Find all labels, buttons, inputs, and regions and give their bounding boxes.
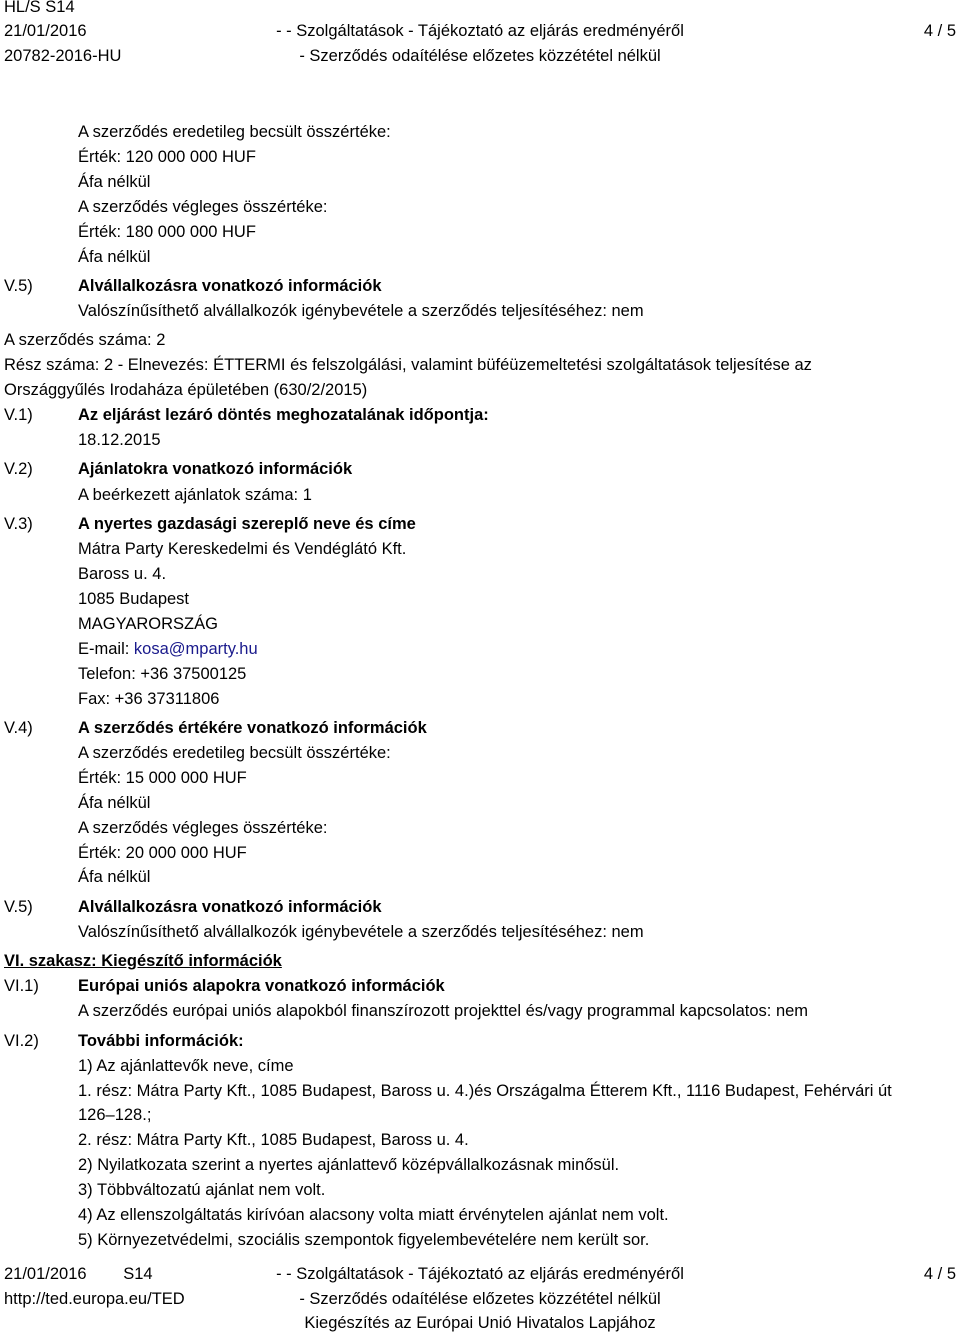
section-heading: Alvállalkozásra vonatkozó információk [78,277,382,295]
additional-info-line: 126–128.; [78,1106,152,1124]
winner-name: Mátra Party Kereskedelmi és Vendéglátó Kft. [78,540,407,558]
eu-funds-text: A szerződés európai uniós alapokból finanszírozott projekttel és/vagy programmal kapcsolatos: nem [78,1002,809,1020]
section-number: V.2) [4,460,33,478]
estimated-value: Érték: 120 000 000 HUF [78,148,256,166]
final-value: Érték: 20 000 000 HUF [78,844,247,862]
footer-date: 21/01/2016 S14 [4,1265,153,1283]
header-date: 21/01/2016 [4,22,87,40]
section-number: VI.1) [4,977,39,995]
additional-info-line: 1. rész: Mátra Party Kft., 1085 Budapest, Baross u. 4.)és Országalma Étterem Kft., 1116 Budapest, Fehérvári út [78,1082,892,1100]
estimated-value-label: A szerződés eredetileg becsült összértéke: [78,123,391,141]
section-number: V.5) [4,277,33,295]
section-heading: Európai uniós alapokra vonatkozó információk [78,977,445,995]
vat-note: Áfa nélkül [78,248,151,266]
section-vi-title: VI. szakasz: Kiegészítő információk [4,952,282,970]
header-page-number: 4 / 5 [923,22,956,40]
lot-title-line2: Országgyűlés Irodaháza épületében (630/2/2015) [4,381,368,399]
footer-title-line1: - - Szolgáltatások - Tájékoztató az eljárás eredményéről [276,1265,684,1283]
header-notice-number: 20782-2016-HU [4,47,122,65]
section-heading: A nyertes gazdasági szereplő neve és címe [78,515,416,533]
additional-info-line: 4) Az ellenszolgáltatás kirívóan alacsony volta miatt érvénytelen ajánlat nem volt. [78,1206,669,1224]
subcontracting-text: Valószínűsíthető alvállalkozók igénybevétele a szerződés teljesítéséhez: nem [78,302,644,320]
decision-date: 18.12.2015 [78,431,161,449]
footer-page-number: 4 / 5 [923,1265,956,1283]
header-title-line2: - Szerződés odaítélése előzetes közzététel nélkül [299,47,661,65]
footer-url[interactable]: http://ted.europa.eu/TED [4,1290,185,1308]
final-value-label: A szerződés végleges összértéke: [78,198,328,216]
footer-title-line2: - Szerződés odaítélése előzetes közzététel nélkül [299,1290,661,1308]
vat-note: Áfa nélkül [78,173,151,191]
section-heading: További információk: [78,1032,244,1050]
section-heading: Alvállalkozásra vonatkozó információk [78,898,382,916]
section-heading: Ajánlatokra vonatkozó információk [78,460,353,478]
winner-country: MAGYARORSZÁG [78,615,218,633]
additional-info-line: 3) Többváltozatú ajánlat nem volt. [78,1181,326,1199]
winner-email-row [78,639,258,659]
section-number: V.5) [4,898,33,916]
section-number: VI.2) [4,1032,39,1050]
email-link[interactable]: kosa@mparty.hu [133,640,258,658]
footer-publication: Kiegészítés az Európai Unió Hivatalos Lapjához [304,1314,656,1332]
lot-title-line1: Rész száma: 2 - Elnevezés: ÉTTERMI és felszolgálási, valamint büféüzemeltetési szolgáltatások teljesítése az [4,356,812,374]
section-number: V.3) [4,515,33,533]
additional-info-line: 2. rész: Mátra Party Kft., 1085 Budapest, Baross u. 4. [78,1131,469,1149]
winner-phone: Telefon: +36 37500125 [78,665,247,683]
tender-count: A beérkezett ajánlatok száma: 1 [78,486,312,504]
winner-fax: Fax: +36 37311806 [78,690,220,708]
winner-city: 1085 Budapest [78,590,190,608]
winner-street: Baross u. 4. [78,565,167,583]
final-value: Érték: 180 000 000 HUF [78,223,256,241]
vat-note: Áfa nélkül [78,868,151,886]
header-title-line1: - - Szolgáltatások - Tájékoztató az eljárás eredményéről [276,22,684,40]
section-number: V.1) [4,406,33,424]
section-number: V.4) [4,719,33,737]
additional-info-line: 1) Az ajánlattevők neve, címe [78,1057,294,1075]
vat-note: Áfa nélkül [78,794,151,812]
header-doc-id: HL/S S14 [4,0,75,16]
contract-number: A szerződés száma: 2 [4,331,166,349]
estimated-value-label: A szerződés eredetileg becsült összértéke: [78,744,391,762]
section-heading: A szerződés értékére vonatkozó információk [78,719,427,737]
estimated-value: Érték: 15 000 000 HUF [78,769,247,787]
final-value-label: A szerződés végleges összértéke: [78,819,328,837]
section-heading: Az eljárást lezáró döntés meghozatalának időpontja: [78,406,489,424]
subcontracting-text: Valószínűsíthető alvállalkozók igénybevétele a szerződés teljesítéséhez: nem [78,923,644,941]
email-label: E-mail: [78,640,134,658]
additional-info-line: 2) Nyilatkozata szerint a nyertes ajánlattevő középvállalkozásnak minősül. [78,1156,620,1174]
additional-info-line: 5) Környezetvédelmi, szociális szempontok figyelembevételére nem került sor. [78,1231,650,1249]
